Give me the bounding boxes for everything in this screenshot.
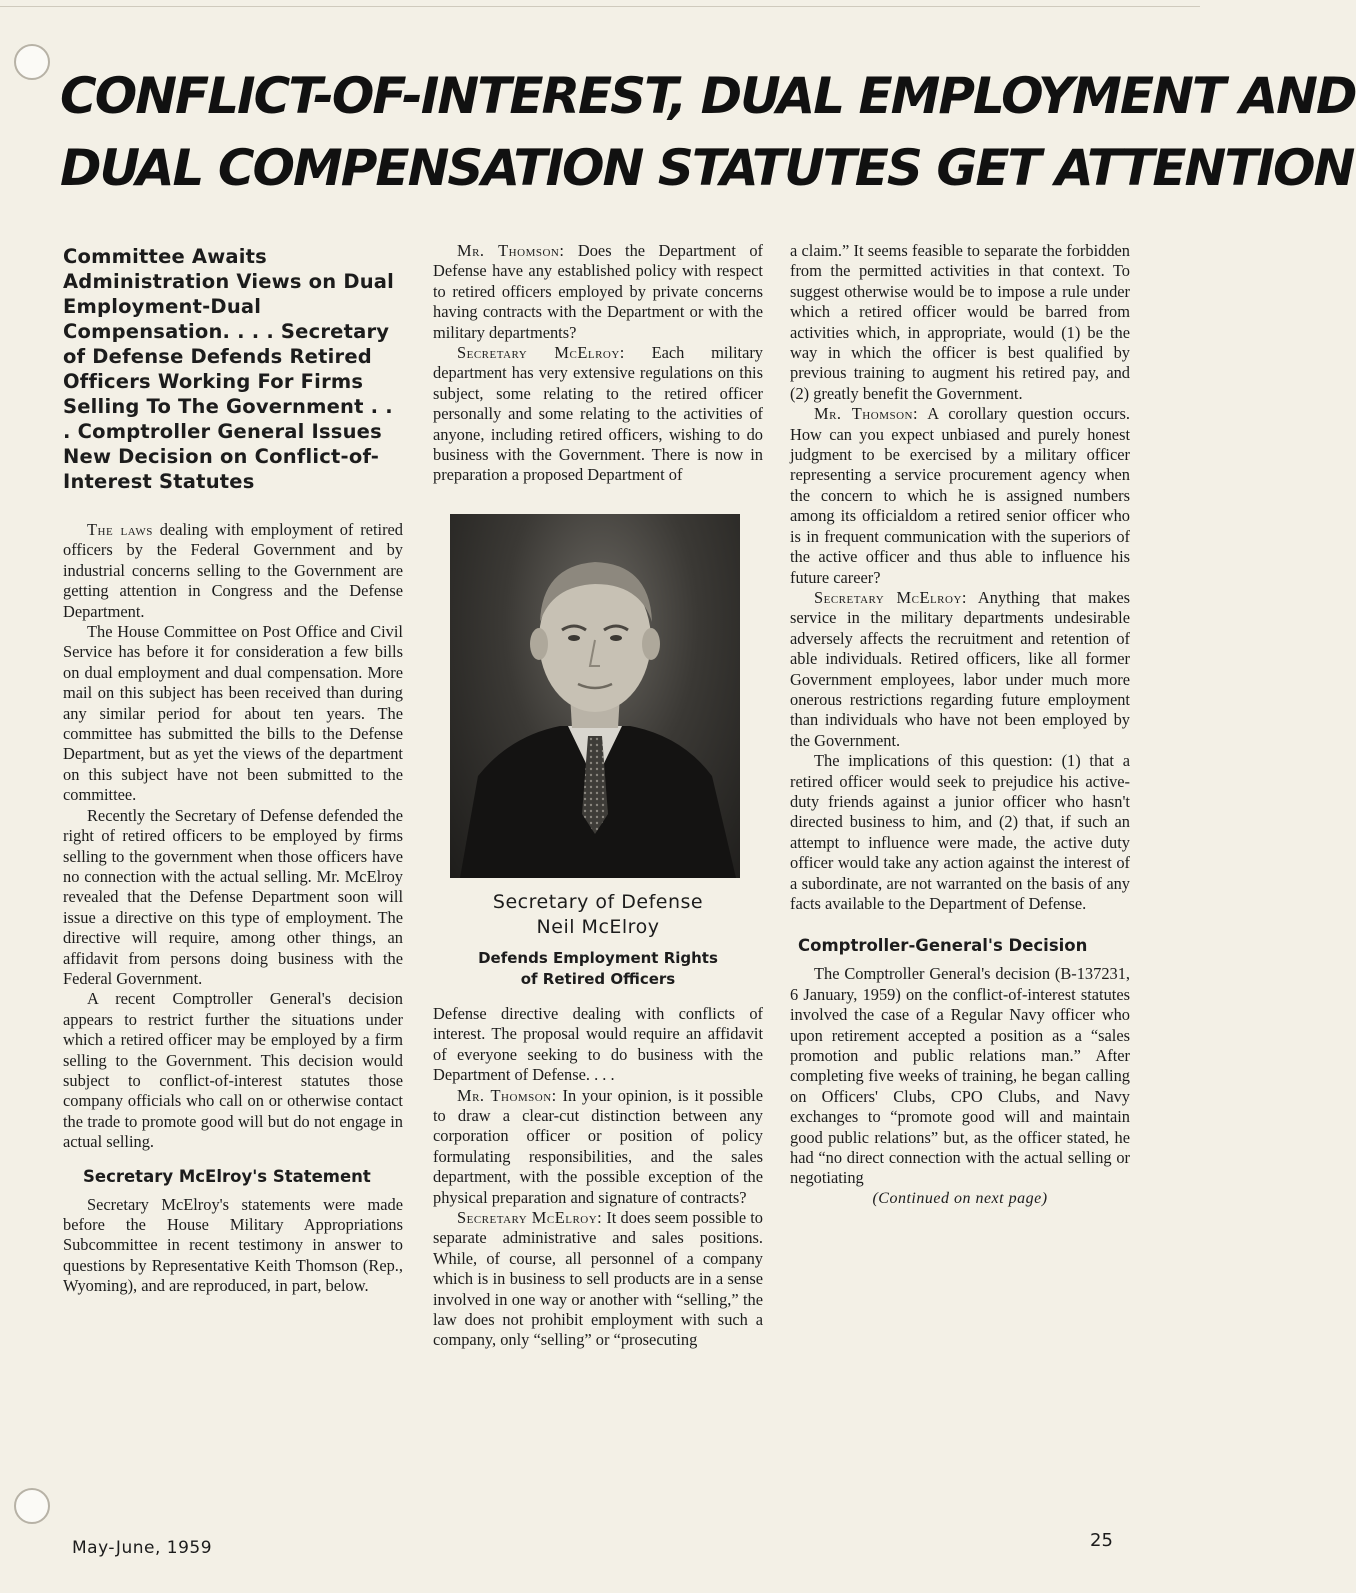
paragraph: The implications of this question: (1) that a retired officer would seek to prejudice his active-duty friends against a junior officer who hasn't directed business to him, and (2) that, if such an attempt to influence were made, the active duty officer would take any action against the interest of a subordinate, are not warranted on the basis of any facts available to the Department of Defense. bbox=[790, 751, 1130, 913]
testimony-question bbox=[433, 1086, 763, 1208]
testimony-text: In your opinion, is it possible to draw a clear-cut distinction between any corporation officer or position of policy formulating responsibilities, and the sales department, with the possible exception of the physical preparation and signature of contracts? bbox=[433, 1085, 763, 1207]
caption-subtitle: Defends Employment Rights bbox=[478, 948, 718, 967]
page-number: 25 bbox=[1090, 1530, 1113, 1551]
caption-title: Secretary of Defense bbox=[492, 890, 704, 913]
speaker: Secretary McElroy: bbox=[814, 587, 967, 607]
photo-caption bbox=[433, 890, 763, 990]
testimony-text: It does seem possible to separate administrative and sales positions. While, of course, all personnel of a company which is in business to sell products are in a sense involved in one way or another with “selling,” the law does not prohibit employment with such a company, only “selling” or “prosecuting bbox=[433, 1207, 763, 1350]
continued-notice: (Continued on next page) bbox=[872, 1189, 1048, 1207]
testimony-text: Anything that makes service in the military departments undesirable adversely affects the recruitment and retention of able individuals. Retired officers, like all former Government employees, labor under much more onerous restrictions regarding future employment than individuals who have not been employed by the Government. bbox=[790, 587, 1131, 750]
binder-hole-icon bbox=[14, 44, 50, 80]
testimony-answer bbox=[433, 1208, 763, 1351]
caption-subtitle: of Retired Officers bbox=[520, 969, 676, 988]
speaker: Secretary McElroy: bbox=[457, 343, 625, 363]
section-subhead: Secretary McElroy's Statement bbox=[83, 1166, 371, 1186]
testimony-text: A corollary question occurs. How can you expect unbiased and purely honest judgment to be exercised by a military officer representing a service procurement agency when the concern to which he is assigned numbers among its officialdom a retired senior officer who is in frequent communication with the superiors of the active officer and thus able to influence his future career? bbox=[790, 404, 1130, 587]
section-subhead: Comptroller-General's Decision bbox=[798, 936, 1088, 956]
speaker: Mr. Thomson: bbox=[457, 241, 565, 260]
testimony-answer bbox=[433, 343, 763, 486]
speaker: Secretary McElroy: bbox=[457, 1207, 603, 1227]
paragraph: Secretary McElroy's statements were made before the House Military Appropriations Subcommittee in recent testimony in answer to questions by Representative Keith Thomson (Rep., Wyoming), and are reproduced, in part, below. bbox=[63, 1194, 403, 1296]
portrait-photo-icon bbox=[450, 514, 740, 878]
testimony-answer bbox=[790, 588, 1130, 751]
binder-hole-icon bbox=[14, 1488, 50, 1524]
article-column-2 bbox=[433, 241, 763, 1351]
paragraph-text: dealing with employment of retired officers by the Federal Government and by industrial concerns selling to the Government are getting attention in Congress and the Defense Department. bbox=[63, 520, 403, 621]
testimony-text: Does the Department of Defense have any established policy with respect to retired officers employed by private concerns having contracts with the Department or with the military departments? bbox=[433, 241, 763, 342]
speaker: Mr. Thomson: bbox=[814, 404, 919, 424]
headline-line-1: CONFLICT-OF-INTEREST, DUAL EMPLOYMENT AND bbox=[60, 67, 1356, 125]
testimony-text: Each military department has very extensive regulations on this subject, some relating to the retired officer personally and some relating to the activities of anyone, including retired officers, wishing to do business with the Government. There is now in preparation a proposed Department of bbox=[433, 343, 763, 485]
issue-date: May-June, 1959 bbox=[72, 1538, 213, 1558]
lead-in: The laws bbox=[87, 520, 153, 539]
article-column-1 bbox=[63, 244, 403, 1297]
paragraph: a claim.” It seems feasible to separate the forbidden from the permitted activities in that context. To suggest otherwise would be to impose a rule under which a retired officer would be barred from activities which, in appropriate, would (1) be the way in which the officer is best qualified by previous training to augment his retired pay, and (2) greatly benefit the Government. bbox=[790, 241, 1130, 403]
paragraph: Defense directive dealing with conflicts of interest. The proposal would require an affidavit of everyone seeking to do business with the Department of Defense. . . . bbox=[433, 1003, 763, 1085]
paragraph bbox=[63, 520, 403, 622]
article-column-3 bbox=[790, 241, 1130, 1209]
paragraph: The House Committee on Post Office and Civil Service has before it for consideration a few bills on dual employment and dual compensation. More mail on this subject has been received than during any similar period for about ten years. The committee has submitted the bills to the Defense Department, but as yet the views of the department on this subject have not been submitted to the committee. bbox=[63, 622, 403, 805]
speaker: Mr. Thomson: bbox=[457, 1085, 557, 1105]
headline-line-2: DUAL COMPENSATION STATUTES GET ATTENTION bbox=[60, 139, 1354, 197]
testimony-question bbox=[790, 404, 1130, 588]
page-top-rule bbox=[0, 0, 1200, 7]
paragraph: A recent Comptroller General's decision appears to restrict further the situations under which a retired officer may be employed by a firm selling to the Government. This decision would subject to conflict-of-interest statutes those company officials who call on or otherwise contact the trade to promote good will but do not engage in actual selling. bbox=[63, 989, 403, 1152]
paragraph: The Comptroller General's decision (B-137231, 6 January, 1959) on the conflict-of-interest statutes involved the case of a Regular Navy officer who upon retirement accepted a position as a “sales promotion and public relations man.” After completing five weeks of training, he began calling on Officers' Clubs, CPO Clubs, and Navy exchanges to “promote good will and maintain good public relations” but, as the officer stated, he had “no direct connection with the actual selling or negotiating bbox=[790, 964, 1130, 1188]
paragraph: Recently the Secretary of Defense defended the right of retired officers to be employed by firms selling to the government when those officers have no connection with the actual selling. Mr. McElroy revealed that the Defense Department soon will issue a directive on this type of employment. The directive will require, among other things, an affidavit from persons doing business with the Federal Government. bbox=[63, 805, 403, 988]
testimony-question bbox=[433, 241, 763, 343]
article-deck: Committee Awaits Administration Views on Dual Employment-Dual Compensation. . . . Secretary of Defense Defends Retired Officers Working For Firms Selling To The Government . . . Comptroller General Issues New Decision on Conflict-of-Interest Statutes bbox=[63, 245, 395, 493]
portrait-silhouette bbox=[450, 514, 740, 878]
caption-name: Neil McElroy bbox=[536, 915, 660, 938]
page-headline bbox=[60, 60, 1356, 204]
